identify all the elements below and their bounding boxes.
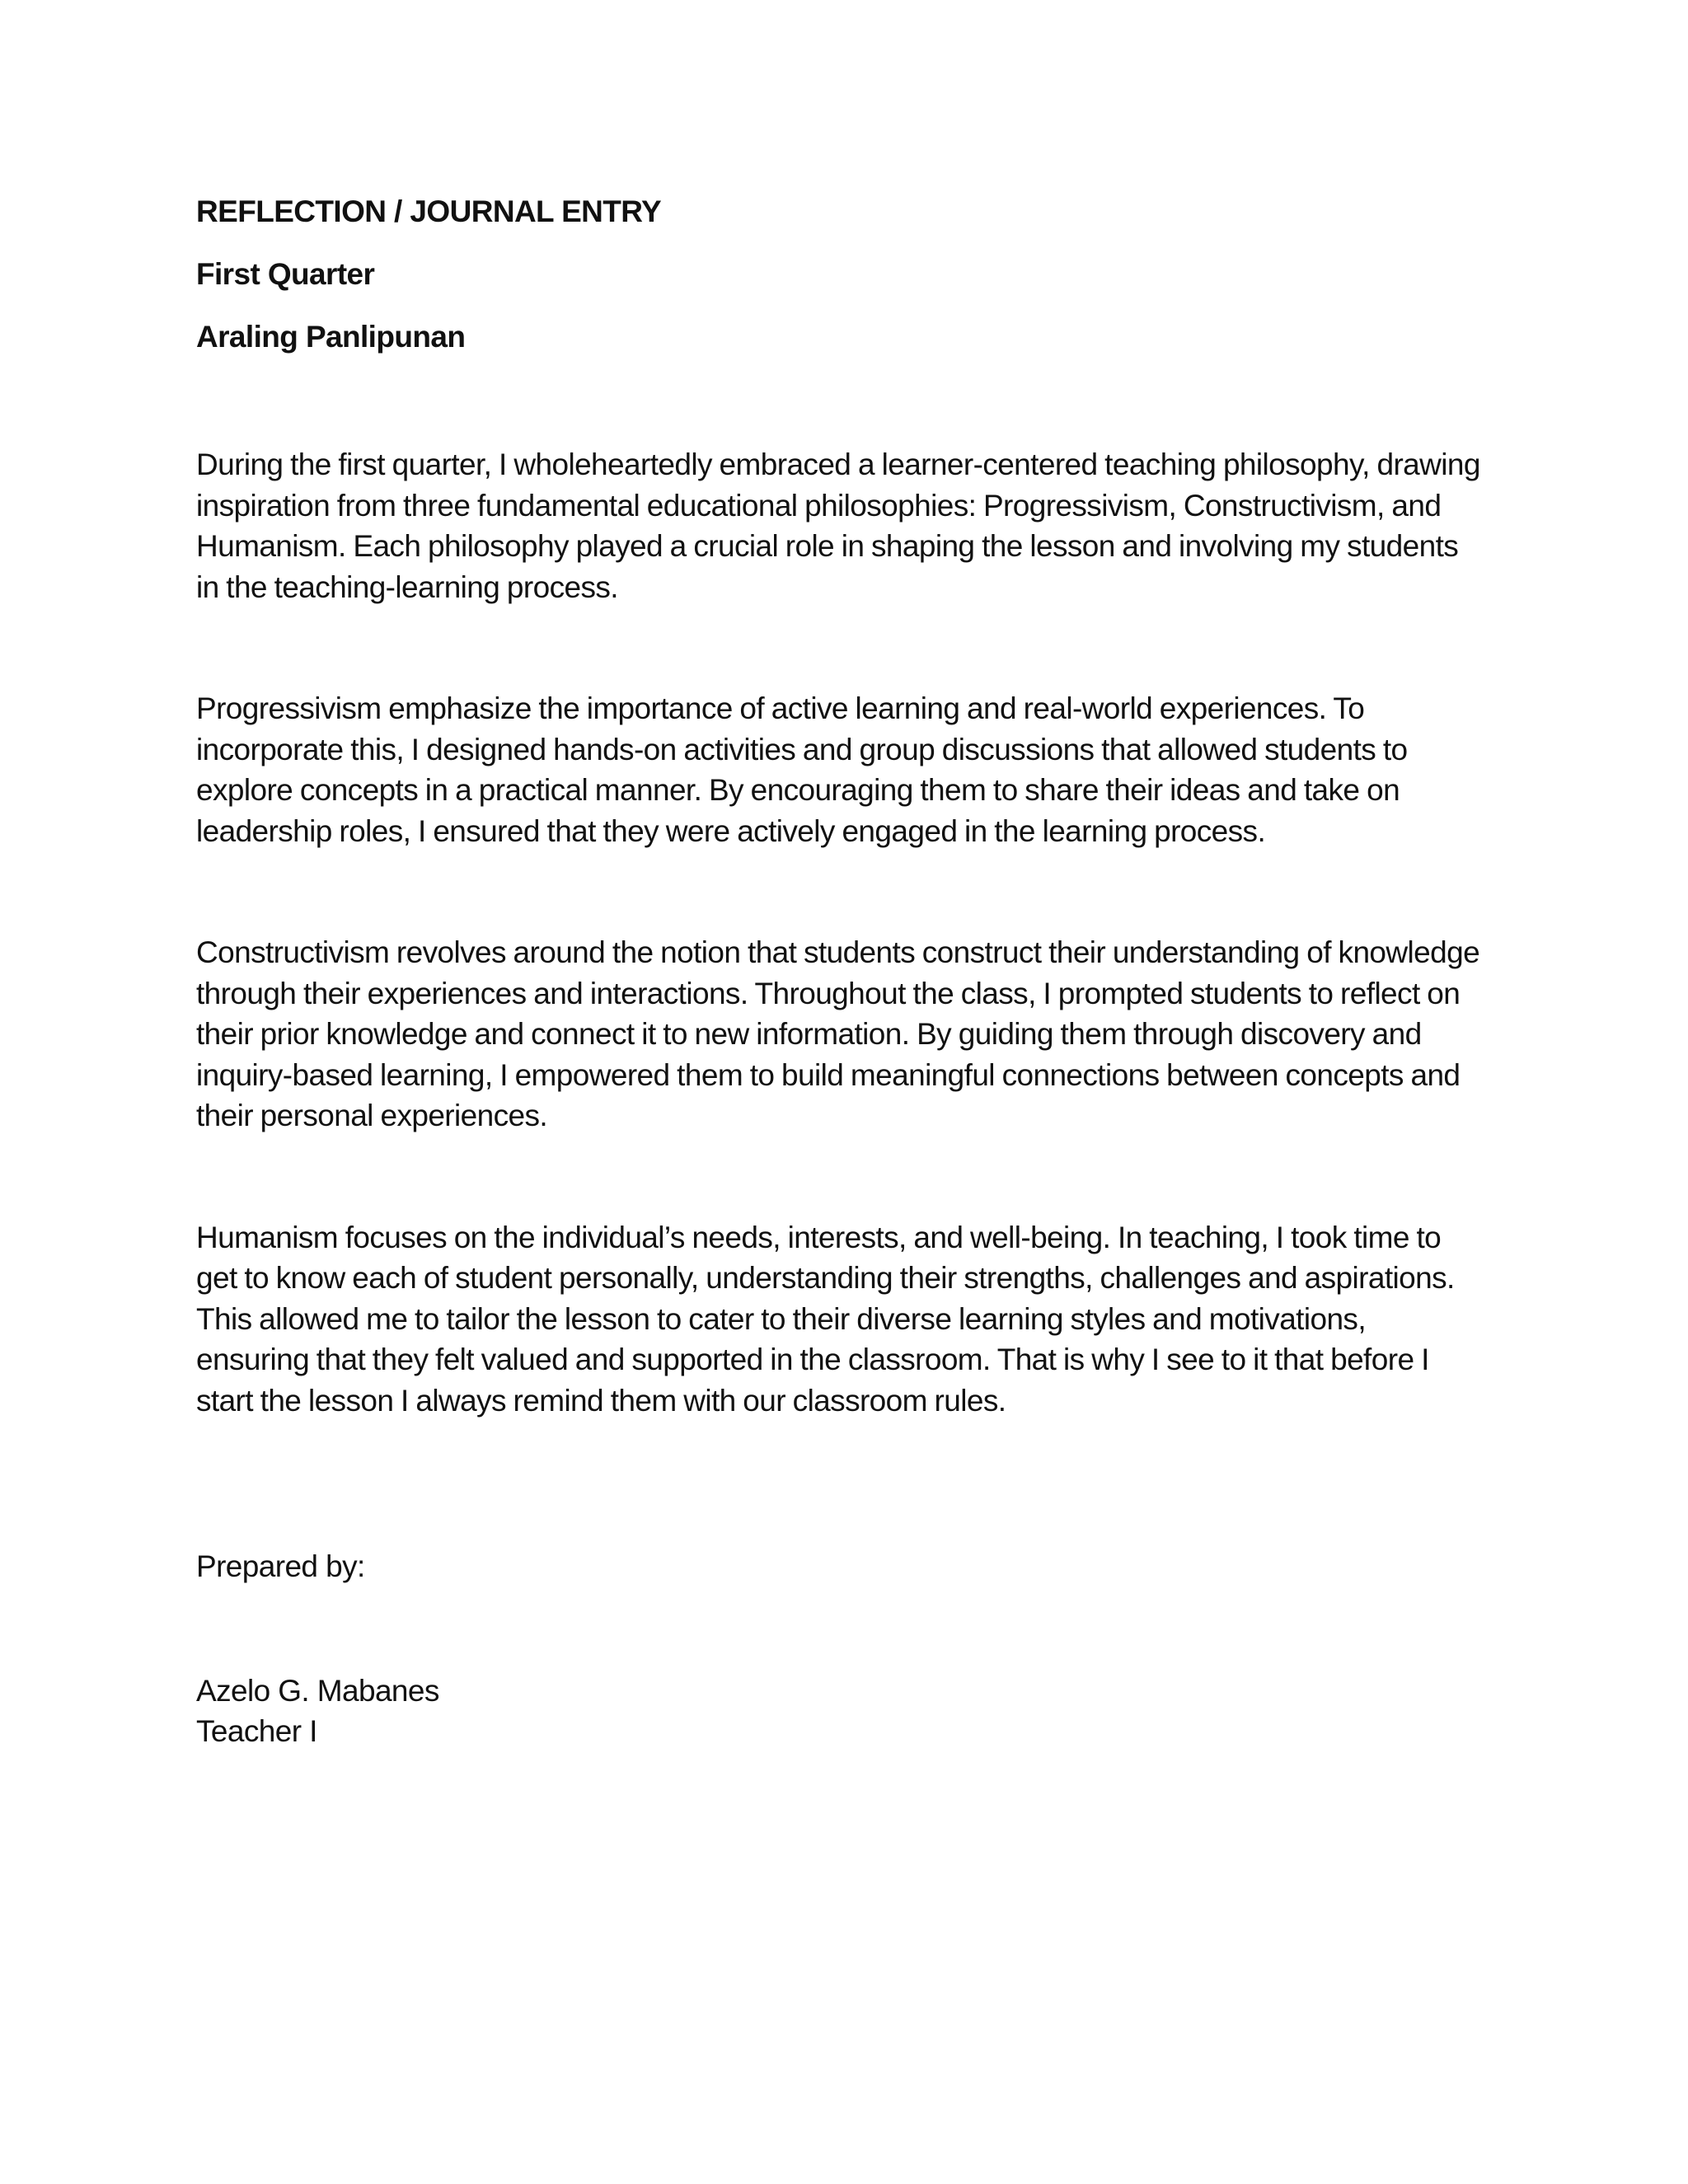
subject-label: Araling Panlipunan xyxy=(196,320,466,354)
quarter-label: First Quarter xyxy=(196,257,375,291)
paragraph-constructivism: Constructivism revolves around the notion that students construct their understanding of knowledge through their experiences and interactions. Throughout the class, I prompted students to reflect on their prior knowledge and connect it to new information. By guiding them through discovery and inquiry-based learning, I empowered them to build meaningful connections between concepts and their personal experiences. xyxy=(196,935,1480,1132)
signatory-name: Azelo G. Mabanes xyxy=(196,1673,439,1708)
document-title: REFLECTION / JOURNAL ENTRY xyxy=(196,194,662,228)
paragraph-humanism: Humanism focuses on the individual’s needs, interests, and well-being. In teaching, I took time to get to know each of student personally, understanding their strengths, challenges and aspirations. This allowed me to tailor the lesson to cater to their diverse learning styles and motivations, ensuring that they felt valued and supported in the classroom. That is why I see to it that before I start the lesson I always remind them with our classroom rules. xyxy=(196,1220,1455,1418)
paragraph-intro: During the first quarter, I wholeheartedly embraced a learner-centered teaching philosophy, drawing inspiration from three fundamental educational philosophies: Progressivism, Constructivism, and Humanism. Each philosophy played a crucial role in shaping the lesson and involving my students in the teaching-learning process. xyxy=(196,448,1480,604)
document-content xyxy=(196,194,1482,1752)
prepared-by-label: Prepared by: xyxy=(196,1549,365,1583)
signatory-position: Teacher I xyxy=(196,1714,317,1748)
paragraph-progressivism: Progressivism emphasize the importance of active learning and real-world experiences. To incorporate this, I designed hands-on activities and group discussions that allowed students to explore concepts in a practical manner. By encouraging them to share their ideas and take on leadership roles, I ensured that they were actively engaged in the learning process. xyxy=(196,691,1408,848)
